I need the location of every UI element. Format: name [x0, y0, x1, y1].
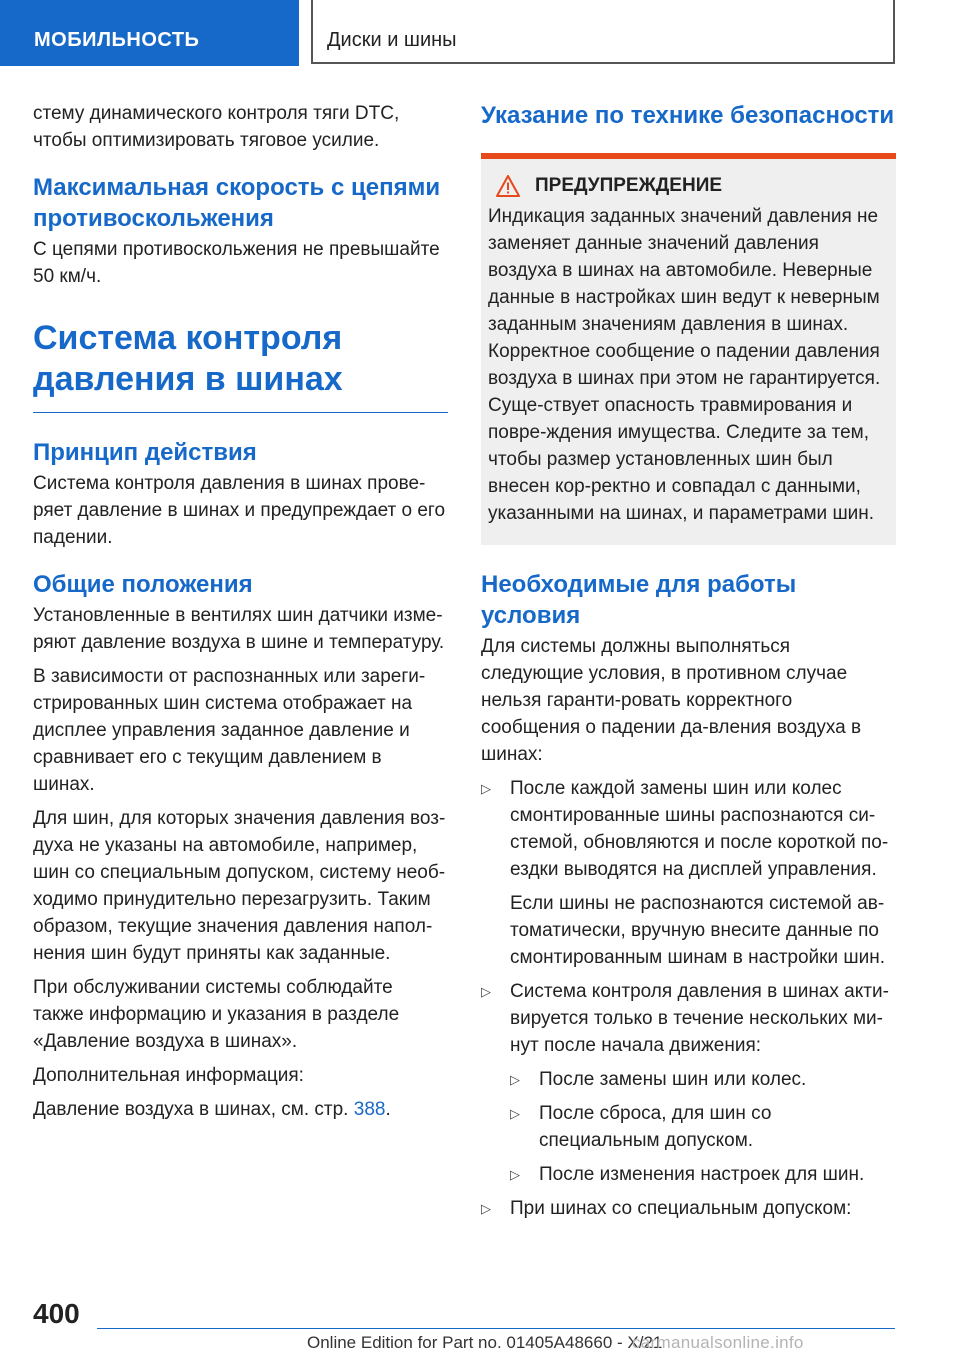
general-p4: При обслуживании системы соблюдайте также информацию и указания в разделе «Давление воздуха в шинах». [33, 977, 400, 1052]
list-item [481, 1195, 896, 1222]
reference-text: Давление воздуха в шинах, см. стр. [33, 1099, 354, 1120]
title-rule [33, 412, 448, 413]
page-reference-link[interactable]: 388 [353, 1099, 386, 1120]
general-p2: В зависимости от распознанных или зареги-стрированных шин система отображает на дисплее управления заданное давление и сравнивает его с текущим давлением в шинах. [33, 666, 426, 795]
reference-end: . [385, 1099, 391, 1120]
warning-text: Индикация заданных значений давления не заменяет данные значений давления воздуха в шинах на автомобиле. Неверные данные в настройках шин ведут к неверным заданным значениям давления в шинах. Корректное сообщение о падении давления воздуха в шинах при этом не гарантируется. Суще-ствует опасность травмирования и повре-ждения имущества. Следите за тем, чтобы размер установленных шин был внесен кор-ректно и совпадал с данными, указанными на шинах, и параметрами шин. [488, 206, 881, 524]
list-item-text: Система контроля давления в шинах акти-вируется только в течение нескольких ми-нут после начала движения: [510, 981, 889, 1056]
principle-heading: Принцип действия [33, 439, 257, 466]
sub-list [510, 1066, 896, 1188]
safety-heading: Указание по технике безопасности [481, 102, 895, 129]
warning-title-row [488, 175, 889, 197]
intro-paragraph: стему динамического контроля тяги DTC, чтобы оптимизировать тяговое усилие. [33, 103, 400, 151]
header-chapter-title: Диски и шины [311, 0, 895, 64]
triangle-bullet-icon: ▷ [510, 1106, 520, 1121]
triangle-bullet-icon: ▷ [481, 984, 491, 999]
triangle-bullet-icon: ▷ [510, 1072, 520, 1087]
triangle-bullet-icon: ▷ [510, 1167, 520, 1182]
general-p5: Дополнительная информация: [33, 1065, 304, 1086]
page-number: 400 [33, 1298, 80, 1329]
footer-rule [97, 1328, 895, 1329]
left-column [33, 100, 448, 1130]
header-section-tab: МОБИЛЬНОСТЬ [0, 0, 299, 66]
warning-box [481, 153, 896, 545]
right-column [481, 100, 896, 1229]
sub-list-item [510, 1100, 896, 1154]
list-item-text: После каждой замены шин или колес смонтированные шины распознаются си-стемой, обновляются и после короткой по-ездки выводятся на дисплей управления. [510, 778, 889, 880]
sub-list-item-text: После изменения настроек для шин. [539, 1164, 865, 1185]
principle-text: Система контроля давления в шинах прове-ряет давление в шинах и предупреждает о его падении. [33, 473, 446, 548]
conditions-intro: Для системы должны выполняться следующие условия, в противном случае нельзя гаранти-ровать корректного сообщения о падении да-вления воздуха в шинах: [481, 636, 862, 765]
sub-list-item-text: После замены шин или колес. [539, 1069, 807, 1090]
footer-edition: Online Edition for Part no. 01405A48660 - X/21 [307, 1333, 663, 1352]
max-speed-heading: Максимальная скорость с цепями противоскольжения [33, 174, 441, 232]
general-p1: Установленные в вентилях шин датчики изме-ряют давление воздуха в шине и температуру. [33, 605, 445, 653]
general-p6 [33, 1096, 448, 1123]
list-item-text: При шинах со специальным допуском: [510, 1198, 852, 1219]
sub-list-item-text: После сброса, для шин со специальным допуском. [539, 1103, 772, 1151]
general-p3: Для шин, для которых значения давления воз-духа не указаны на автомобиле, например, шин со специальным допуском, систему необ-ходимо принудительно перезагрузить. Таким образом, текущие значения давления напол-нения шин будут приняты как заданные. [33, 808, 446, 964]
general-heading: Общие положения [33, 571, 253, 598]
sub-list-item [510, 1066, 896, 1093]
sub-list-item [510, 1161, 896, 1188]
list-item [481, 775, 896, 971]
warning-title: ПРЕДУПРЕЖДЕНИЕ [535, 175, 723, 196]
max-speed-text: С цепями противоскольжения не превышайте 50 км/ч. [33, 239, 440, 287]
warning-triangle-icon [496, 175, 520, 197]
list-item-subtext: Если шины не распознаются системой ав-томатически, вручную внесите данные по смонтированным шинам в настройки шин. [510, 893, 885, 968]
conditions-list [481, 775, 896, 1222]
watermark: carmanualsonline.info [632, 1333, 804, 1352]
system-title: Система контроля давления в шинах [33, 319, 343, 398]
triangle-bullet-icon: ▷ [481, 1201, 491, 1216]
triangle-bullet-icon: ▷ [481, 781, 491, 796]
list-item [481, 978, 896, 1188]
conditions-heading: Необходимые для работы условия [481, 571, 797, 629]
